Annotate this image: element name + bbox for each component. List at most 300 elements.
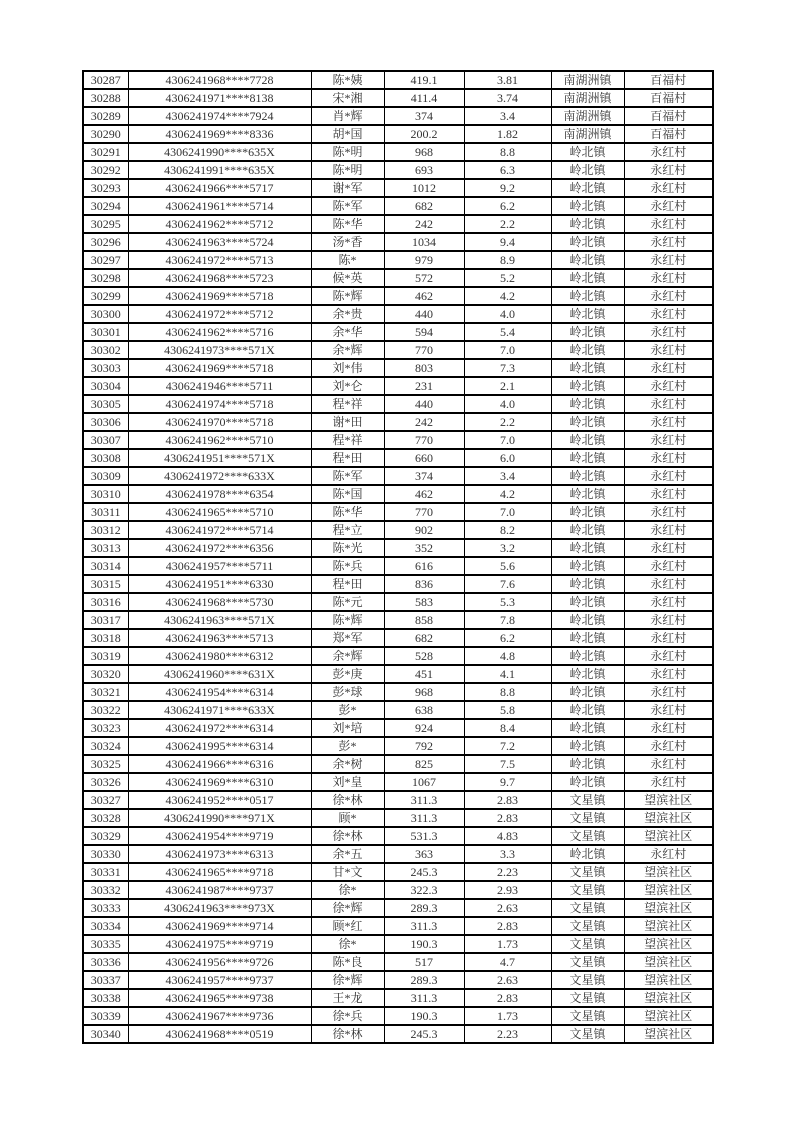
cell-village: 永红村 (624, 503, 713, 521)
table-row (83, 233, 713, 251)
cell-sequence-number: 30306 (83, 413, 128, 431)
cell-id-number: 4306241969****5718 (128, 359, 311, 377)
table-row (83, 809, 713, 827)
cell-person-name: 陈*华 (311, 503, 384, 521)
table-row (83, 251, 713, 269)
table-row (83, 719, 713, 737)
cell-sequence-number: 30310 (83, 485, 128, 503)
cell-sequence-number: 30301 (83, 323, 128, 341)
table-row (83, 863, 713, 881)
cell-town: 岭北镇 (551, 683, 624, 701)
cell-amount: 1034 (384, 233, 464, 251)
cell-village: 百福村 (624, 125, 713, 143)
cell-sequence-number: 30304 (83, 377, 128, 395)
table-row (83, 197, 713, 215)
table-row (83, 629, 713, 647)
cell-rate: 4.2 (464, 485, 551, 503)
cell-village: 永红村 (624, 539, 713, 557)
cell-amount: 924 (384, 719, 464, 737)
cell-id-number: 4306241991****635X (128, 161, 311, 179)
cell-town: 岭北镇 (551, 773, 624, 791)
cell-person-name: 陈*光 (311, 539, 384, 557)
cell-town: 文星镇 (551, 989, 624, 1007)
cell-person-name: 彭* (311, 701, 384, 719)
table-row (83, 161, 713, 179)
cell-sequence-number: 30314 (83, 557, 128, 575)
cell-rate: 2.63 (464, 899, 551, 917)
cell-person-name: 陈*军 (311, 467, 384, 485)
table-row (83, 737, 713, 755)
cell-sequence-number: 30295 (83, 215, 128, 233)
cell-rate: 2.23 (464, 863, 551, 881)
cell-town: 文星镇 (551, 935, 624, 953)
cell-sequence-number: 30305 (83, 395, 128, 413)
cell-amount: 363 (384, 845, 464, 863)
cell-id-number: 4306241990****971X (128, 809, 311, 827)
cell-rate: 3.74 (464, 89, 551, 107)
table-row (83, 1025, 713, 1043)
cell-person-name: 余*华 (311, 323, 384, 341)
cell-rate: 5.4 (464, 323, 551, 341)
cell-town: 文星镇 (551, 1025, 624, 1043)
cell-person-name: 王*龙 (311, 989, 384, 1007)
cell-town: 岭北镇 (551, 323, 624, 341)
cell-person-name: 陈*国 (311, 485, 384, 503)
cell-id-number: 4306241972****6314 (128, 719, 311, 737)
cell-village: 望滨社区 (624, 809, 713, 827)
cell-rate: 3.2 (464, 539, 551, 557)
cell-amount: 311.3 (384, 989, 464, 1007)
cell-amount: 979 (384, 251, 464, 269)
cell-village: 百福村 (624, 89, 713, 107)
cell-village: 永红村 (624, 377, 713, 395)
cell-amount: 190.3 (384, 1007, 464, 1025)
cell-rate: 3.4 (464, 107, 551, 125)
cell-village: 永红村 (624, 701, 713, 719)
table-row (83, 431, 713, 449)
cell-amount: 190.3 (384, 935, 464, 953)
cell-id-number: 4306241963****5724 (128, 233, 311, 251)
cell-id-number: 4306241957****9737 (128, 971, 311, 989)
table-row (83, 665, 713, 683)
cell-id-number: 4306241969****9714 (128, 917, 311, 935)
cell-rate: 1.73 (464, 935, 551, 953)
cell-amount: 858 (384, 611, 464, 629)
cell-sequence-number: 30339 (83, 1007, 128, 1025)
cell-village: 永红村 (624, 575, 713, 593)
cell-rate: 6.3 (464, 161, 551, 179)
cell-person-name: 彭* (311, 737, 384, 755)
cell-person-name: 肖*辉 (311, 107, 384, 125)
cell-town: 岭北镇 (551, 521, 624, 539)
cell-person-name: 陈*明 (311, 161, 384, 179)
cell-rate: 7.5 (464, 755, 551, 773)
cell-id-number: 4306241962****5716 (128, 323, 311, 341)
table-row (83, 827, 713, 845)
cell-sequence-number: 30337 (83, 971, 128, 989)
cell-village: 望滨社区 (624, 935, 713, 953)
cell-id-number: 4306241966****6316 (128, 755, 311, 773)
cell-sequence-number: 30326 (83, 773, 128, 791)
cell-town: 文星镇 (551, 899, 624, 917)
cell-sequence-number: 30325 (83, 755, 128, 773)
cell-person-name: 余*贵 (311, 305, 384, 323)
cell-town: 岭北镇 (551, 575, 624, 593)
cell-id-number: 4306241973****571X (128, 341, 311, 359)
cell-person-name: 陈*华 (311, 215, 384, 233)
cell-town: 岭北镇 (551, 179, 624, 197)
cell-village: 永红村 (624, 755, 713, 773)
cell-sequence-number: 30336 (83, 953, 128, 971)
cell-sequence-number: 30297 (83, 251, 128, 269)
cell-village: 永红村 (624, 215, 713, 233)
table-row (83, 503, 713, 521)
cell-town: 岭北镇 (551, 611, 624, 629)
cell-person-name: 彭*球 (311, 683, 384, 701)
cell-person-name: 刘*培 (311, 719, 384, 737)
cell-village: 百福村 (624, 107, 713, 125)
cell-rate: 9.4 (464, 233, 551, 251)
cell-id-number: 4306241963****973X (128, 899, 311, 917)
cell-amount: 583 (384, 593, 464, 611)
cell-sequence-number: 30334 (83, 917, 128, 935)
table-row (83, 125, 713, 143)
cell-town: 岭北镇 (551, 539, 624, 557)
table-row (83, 971, 713, 989)
cell-town: 文星镇 (551, 809, 624, 827)
cell-village: 永红村 (624, 431, 713, 449)
cell-rate: 5.8 (464, 701, 551, 719)
cell-town: 岭北镇 (551, 341, 624, 359)
cell-rate: 7.0 (464, 341, 551, 359)
cell-id-number: 4306241954****6314 (128, 683, 311, 701)
cell-village: 永红村 (624, 341, 713, 359)
cell-person-name: 徐* (311, 935, 384, 953)
cell-village: 永红村 (624, 143, 713, 161)
cell-person-name: 陈*辉 (311, 611, 384, 629)
cell-town: 文星镇 (551, 953, 624, 971)
cell-town: 岭北镇 (551, 215, 624, 233)
cell-rate: 9.2 (464, 179, 551, 197)
cell-town: 岭北镇 (551, 431, 624, 449)
cell-person-name: 徐*兵 (311, 1007, 384, 1025)
cell-id-number: 4306241951****6330 (128, 575, 311, 593)
cell-sequence-number: 30327 (83, 791, 128, 809)
cell-id-number: 4306241962****5710 (128, 431, 311, 449)
cell-sequence-number: 30296 (83, 233, 128, 251)
cell-sequence-number: 30324 (83, 737, 128, 755)
cell-village: 永红村 (624, 629, 713, 647)
cell-sequence-number: 30294 (83, 197, 128, 215)
cell-sequence-number: 30302 (83, 341, 128, 359)
cell-amount: 770 (384, 431, 464, 449)
cell-amount: 374 (384, 107, 464, 125)
cell-id-number: 4306241972****5712 (128, 305, 311, 323)
cell-id-number: 4306241972****5713 (128, 251, 311, 269)
cell-person-name: 陈*军 (311, 197, 384, 215)
cell-amount: 616 (384, 557, 464, 575)
cell-rate: 1.73 (464, 1007, 551, 1025)
cell-village: 望滨社区 (624, 827, 713, 845)
cell-town: 岭北镇 (551, 503, 624, 521)
cell-rate: 8.8 (464, 143, 551, 161)
cell-sequence-number: 30300 (83, 305, 128, 323)
cell-town: 岭北镇 (551, 557, 624, 575)
cell-rate: 7.6 (464, 575, 551, 593)
cell-rate: 4.0 (464, 395, 551, 413)
cell-amount: 825 (384, 755, 464, 773)
cell-amount: 242 (384, 413, 464, 431)
cell-amount: 528 (384, 647, 464, 665)
cell-person-name: 胡*国 (311, 125, 384, 143)
table-row (83, 89, 713, 107)
cell-amount: 792 (384, 737, 464, 755)
cell-sequence-number: 30309 (83, 467, 128, 485)
cell-village: 望滨社区 (624, 791, 713, 809)
cell-amount: 411.4 (384, 89, 464, 107)
cell-rate: 9.7 (464, 773, 551, 791)
cell-sequence-number: 30307 (83, 431, 128, 449)
cell-village: 永红村 (624, 557, 713, 575)
cell-village: 望滨社区 (624, 881, 713, 899)
cell-person-name: 程*祥 (311, 395, 384, 413)
table-row (83, 881, 713, 899)
cell-id-number: 4306241946****5711 (128, 377, 311, 395)
cell-person-name: 程*田 (311, 449, 384, 467)
cell-amount: 1012 (384, 179, 464, 197)
cell-amount: 311.3 (384, 809, 464, 827)
table-row (83, 989, 713, 1007)
cell-village: 永红村 (624, 269, 713, 287)
cell-town: 岭北镇 (551, 737, 624, 755)
cell-village: 望滨社区 (624, 989, 713, 1007)
cell-id-number: 4306241968****5730 (128, 593, 311, 611)
cell-person-name: 刘*皇 (311, 773, 384, 791)
cell-person-name: 陈*良 (311, 953, 384, 971)
cell-id-number: 4306241968****0519 (128, 1025, 311, 1043)
cell-rate: 2.2 (464, 215, 551, 233)
cell-rate: 6.2 (464, 629, 551, 647)
cell-amount: 594 (384, 323, 464, 341)
table-row (83, 575, 713, 593)
cell-rate: 7.8 (464, 611, 551, 629)
cell-amount: 245.3 (384, 863, 464, 881)
cell-village: 永红村 (624, 179, 713, 197)
cell-id-number: 4306241952****0517 (128, 791, 311, 809)
cell-amount: 682 (384, 197, 464, 215)
cell-village: 永红村 (624, 395, 713, 413)
cell-sequence-number: 30338 (83, 989, 128, 1007)
cell-id-number: 4306241974****7924 (128, 107, 311, 125)
cell-id-number: 4306241990****635X (128, 143, 311, 161)
cell-town: 岭北镇 (551, 467, 624, 485)
cell-amount: 352 (384, 539, 464, 557)
cell-amount: 531.3 (384, 827, 464, 845)
cell-amount: 462 (384, 287, 464, 305)
cell-person-name: 陈* (311, 251, 384, 269)
cell-village: 永红村 (624, 251, 713, 269)
cell-town: 岭北镇 (551, 647, 624, 665)
cell-town: 岭北镇 (551, 377, 624, 395)
cell-town: 岭北镇 (551, 845, 624, 863)
cell-sequence-number: 30291 (83, 143, 128, 161)
cell-rate: 1.82 (464, 125, 551, 143)
cell-sequence-number: 30320 (83, 665, 128, 683)
cell-id-number: 4306241995****6314 (128, 737, 311, 755)
cell-amount: 311.3 (384, 917, 464, 935)
table-row (83, 323, 713, 341)
table-row (83, 287, 713, 305)
cell-rate: 3.3 (464, 845, 551, 863)
cell-town: 岭北镇 (551, 305, 624, 323)
cell-town: 岭北镇 (551, 359, 624, 377)
cell-sequence-number: 30328 (83, 809, 128, 827)
table-row (83, 935, 713, 953)
cell-rate: 4.7 (464, 953, 551, 971)
cell-town: 文星镇 (551, 917, 624, 935)
cell-town: 岭北镇 (551, 251, 624, 269)
cell-id-number: 4306241961****5714 (128, 197, 311, 215)
cell-village: 永红村 (624, 449, 713, 467)
cell-amount: 693 (384, 161, 464, 179)
cell-village: 永红村 (624, 773, 713, 791)
cell-rate: 5.6 (464, 557, 551, 575)
cell-id-number: 4306241965****5710 (128, 503, 311, 521)
cell-person-name: 顾*红 (311, 917, 384, 935)
cell-person-name: 程*祥 (311, 431, 384, 449)
cell-town: 文星镇 (551, 881, 624, 899)
cell-village: 永红村 (624, 845, 713, 863)
cell-village: 望滨社区 (624, 917, 713, 935)
cell-town: 岭北镇 (551, 719, 624, 737)
cell-person-name: 徐*林 (311, 827, 384, 845)
table-row (83, 593, 713, 611)
cell-rate: 2.83 (464, 809, 551, 827)
table-row (83, 305, 713, 323)
cell-id-number: 4306241967****9736 (128, 1007, 311, 1025)
table-row (83, 359, 713, 377)
cell-rate: 4.2 (464, 287, 551, 305)
cell-town: 岭北镇 (551, 143, 624, 161)
cell-person-name: 陈*辉 (311, 287, 384, 305)
roster-table (82, 70, 714, 1044)
cell-rate: 4.1 (464, 665, 551, 683)
cell-person-name: 徐* (311, 881, 384, 899)
table-row (83, 377, 713, 395)
cell-rate: 7.2 (464, 737, 551, 755)
table-row (83, 521, 713, 539)
cell-amount: 245.3 (384, 1025, 464, 1043)
table-row (83, 611, 713, 629)
cell-town: 文星镇 (551, 1007, 624, 1025)
cell-village: 永红村 (624, 737, 713, 755)
cell-sequence-number: 30315 (83, 575, 128, 593)
cell-person-name: 谢*田 (311, 413, 384, 431)
cell-amount: 289.3 (384, 899, 464, 917)
cell-amount: 1067 (384, 773, 464, 791)
cell-sequence-number: 30331 (83, 863, 128, 881)
table-row (83, 71, 713, 89)
cell-town: 文星镇 (551, 827, 624, 845)
cell-sequence-number: 30321 (83, 683, 128, 701)
cell-id-number: 4306241972****5714 (128, 521, 311, 539)
cell-sequence-number: 30289 (83, 107, 128, 125)
cell-town: 南湖洲镇 (551, 107, 624, 125)
cell-town: 岭北镇 (551, 629, 624, 647)
cell-village: 望滨社区 (624, 1025, 713, 1043)
cell-town: 岭北镇 (551, 287, 624, 305)
cell-town: 岭北镇 (551, 161, 624, 179)
cell-sequence-number: 30311 (83, 503, 128, 521)
cell-amount: 968 (384, 683, 464, 701)
cell-town: 岭北镇 (551, 395, 624, 413)
cell-person-name: 程*田 (311, 575, 384, 593)
cell-sequence-number: 30303 (83, 359, 128, 377)
cell-amount: 638 (384, 701, 464, 719)
table-row (83, 485, 713, 503)
cell-village: 永红村 (624, 683, 713, 701)
table-row (83, 917, 713, 935)
cell-amount: 572 (384, 269, 464, 287)
table-row (83, 179, 713, 197)
cell-town: 岭北镇 (551, 755, 624, 773)
table-row (83, 791, 713, 809)
cell-rate: 8.9 (464, 251, 551, 269)
cell-sequence-number: 30312 (83, 521, 128, 539)
cell-sequence-number: 30290 (83, 125, 128, 143)
cell-person-name: 程*立 (311, 521, 384, 539)
cell-amount: 462 (384, 485, 464, 503)
table-row (83, 845, 713, 863)
cell-rate: 3.4 (464, 467, 551, 485)
cell-village: 百福村 (624, 71, 713, 89)
cell-town: 文星镇 (551, 791, 624, 809)
cell-village: 望滨社区 (624, 1007, 713, 1025)
table-row (83, 773, 713, 791)
cell-rate: 4.0 (464, 305, 551, 323)
cell-id-number: 4306241960****631X (128, 665, 311, 683)
cell-rate: 5.2 (464, 269, 551, 287)
cell-amount: 311.3 (384, 791, 464, 809)
cell-sequence-number: 30288 (83, 89, 128, 107)
cell-rate: 6.2 (464, 197, 551, 215)
cell-amount: 451 (384, 665, 464, 683)
table-row (83, 107, 713, 125)
cell-sequence-number: 30317 (83, 611, 128, 629)
cell-id-number: 4306241965****9738 (128, 989, 311, 1007)
cell-town: 岭北镇 (551, 269, 624, 287)
cell-id-number: 4306241966****5717 (128, 179, 311, 197)
cell-id-number: 4306241978****6354 (128, 485, 311, 503)
cell-village: 望滨社区 (624, 953, 713, 971)
cell-town: 岭北镇 (551, 449, 624, 467)
table-row (83, 215, 713, 233)
cell-rate: 2.63 (464, 971, 551, 989)
cell-amount: 803 (384, 359, 464, 377)
cell-id-number: 4306241975****9719 (128, 935, 311, 953)
cell-person-name: 汤*香 (311, 233, 384, 251)
cell-person-name: 余*辉 (311, 341, 384, 359)
cell-person-name: 陈*元 (311, 593, 384, 611)
cell-rate: 8.8 (464, 683, 551, 701)
cell-person-name: 刘*仑 (311, 377, 384, 395)
table-row (83, 953, 713, 971)
cell-id-number: 4306241971****633X (128, 701, 311, 719)
cell-id-number: 4306241987****9737 (128, 881, 311, 899)
cell-town: 南湖洲镇 (551, 125, 624, 143)
cell-rate: 2.83 (464, 791, 551, 809)
table-row (83, 449, 713, 467)
